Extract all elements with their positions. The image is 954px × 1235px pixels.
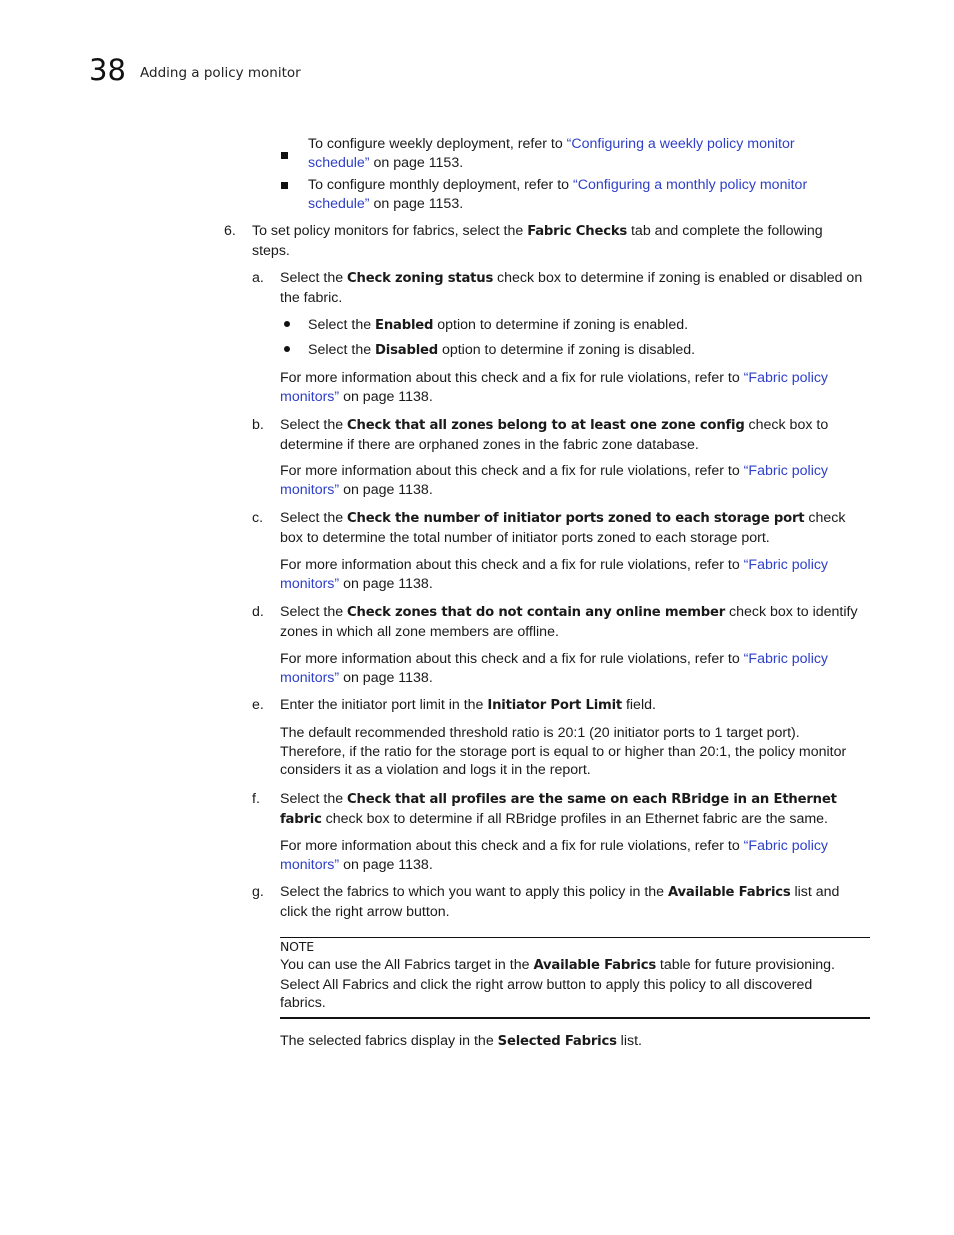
closing-text [280, 1032, 870, 1052]
substep-letter: d. [252, 604, 264, 620]
check-initiator-ports-label: Check the number of initiator ports zoned to each storage port [347, 511, 805, 526]
substep-letter: e. [252, 697, 264, 713]
substep-f-text [280, 790, 870, 829]
substep-text: field. [622, 697, 656, 713]
selected-fabrics-label: Selected Fabrics [497, 1034, 617, 1049]
disabled-option-label: Disabled [375, 343, 439, 358]
check-zones-config-label: Check that all zones belong to at least one zone config [347, 418, 745, 433]
substep-letter: a. [252, 270, 264, 286]
substep-text: check box to determine if all RBridge profiles in an Ethernet fabric are the same. [321, 810, 828, 827]
step-number: 6. [224, 223, 236, 239]
check-rbridge-profiles-label: Check that all profiles are the same on each RBridge in an Ethernet fabric [280, 792, 837, 827]
available-fabrics-label: Available Fabrics [533, 958, 656, 973]
substep-a-text [280, 269, 870, 307]
bullet-text: To configure monthly deployment, refer to [308, 177, 573, 193]
more-info-text: For more information about this check and a fix for rule violations, refer to [280, 370, 744, 386]
more-info-c [280, 556, 870, 593]
more-info-text: on page 1138. [339, 669, 433, 686]
fabric-policy-monitors-link[interactable]: “Fabric policy monitors” [280, 463, 829, 498]
more-info-text: on page 1138. [339, 388, 433, 405]
substep-b-text [280, 416, 870, 454]
initiator-port-limit-label: Initiator Port Limit [487, 698, 623, 713]
substep-text: Select the fabrics to which you want to apply this policy in the [280, 884, 668, 900]
step-6-text [252, 222, 862, 260]
more-info-text: on page 1138. [339, 575, 433, 592]
bullet-text: Select the [308, 342, 376, 358]
substep-text: check box to determine if zoning is enabled or disabled on the fabric. [280, 270, 863, 306]
closing-body-text: list. [616, 1033, 642, 1049]
substep-g-text [280, 883, 870, 921]
bullet-text: on page 1153. [369, 154, 464, 171]
square-bullet-icon [281, 182, 288, 189]
note-body-text: You can use the All Fabrics target in the [280, 957, 534, 973]
fabric-policy-monitors-link[interactable]: “Fabric policy monitors” [280, 557, 829, 592]
note-body-text: table for future provisioning. Select All Fabrics and click the right arrow button to apply this policy to all discovered fabrics. [280, 957, 835, 1012]
dot-bullet-icon [284, 346, 290, 352]
more-info-text: on page 1138. [339, 856, 433, 873]
note-label: NOTE [280, 939, 314, 954]
more-info-text: For more information about this check and a fix for rule violations, refer to [280, 651, 744, 667]
bullet-enabled [308, 316, 868, 336]
substep-letter: c. [252, 510, 264, 526]
closing-body-text: The selected fabrics display in the [280, 1033, 498, 1049]
note-top-rule [280, 937, 870, 938]
more-info-text: on page 1138. [339, 481, 433, 498]
substep-text: Select the [280, 604, 348, 620]
fabric-checks-tab-label: Fabric Checks [527, 224, 628, 239]
monthly-schedule-link[interactable]: “Configuring a monthly policy monitor schedule” [308, 177, 808, 212]
chapter-number: 38 [89, 53, 126, 87]
bullet-text: To configure weekly deployment, refer to [308, 136, 567, 152]
substep-c-text [280, 509, 870, 547]
more-info-text: For more information about this check and a fix for rule violations, refer to [280, 557, 744, 573]
bullet-monthly [308, 176, 848, 213]
substep-text: check box to identify zones in which all zone members are offline. [280, 604, 858, 640]
check-zoning-status-label: Check zoning status [347, 271, 494, 286]
substep-letter: f. [252, 791, 260, 807]
substep-letter: b. [252, 417, 264, 433]
substep-text: list and click the right arrow button. [280, 884, 840, 920]
weekly-schedule-link[interactable]: “Configuring a weekly policy monitor schedule” [308, 136, 795, 171]
substep-text: Select the [280, 417, 348, 433]
dot-bullet-icon [284, 321, 290, 327]
fabric-policy-monitors-link[interactable]: “Fabric policy monitors” [280, 838, 829, 873]
square-bullet-icon [281, 152, 288, 159]
chapter-title: Adding a policy monitor [140, 65, 301, 81]
bullet-disabled [308, 341, 868, 361]
fabric-policy-monitors-link[interactable]: “Fabric policy monitors” [280, 651, 829, 686]
more-info-d [280, 650, 870, 687]
substep-text: Select the [280, 791, 348, 807]
fabric-policy-monitors-link[interactable]: “Fabric policy monitors” [280, 370, 829, 405]
more-info-f [280, 837, 870, 874]
more-info-a [280, 369, 870, 406]
more-info-b [280, 462, 870, 499]
bullet-text: on page 1153. [369, 195, 464, 212]
step-text: tab and complete the following steps. [252, 223, 823, 259]
substep-text: Enter the initiator port limit in the [280, 697, 488, 713]
substep-d-text [280, 603, 870, 641]
bullet-text: Select the [308, 317, 376, 333]
bullet-text: option to determine if zoning is disabled. [438, 342, 696, 358]
check-zones-online-label: Check zones that do not contain any online member [347, 605, 726, 620]
substep-e-text [280, 696, 870, 716]
available-fabrics-label: Available Fabrics [668, 885, 791, 900]
note-text [280, 956, 855, 1013]
substep-letter: g. [252, 884, 264, 900]
note-bottom-rule [280, 1017, 870, 1019]
step-text: To set policy monitors for fabrics, select the [252, 223, 528, 239]
substep-text: check box to determine the total number of initiator ports zoned to each storage port. [280, 510, 846, 546]
bullet-weekly [308, 135, 848, 172]
substep-text: check box to determine if there are orphaned zones in the fabric zone database. [280, 417, 829, 453]
bullet-text: option to determine if zoning is enabled. [433, 317, 689, 333]
threshold-paragraph: The default recommended threshold ratio is 20:1 (20 initiator ports to 1 target port). Therefore, if the ratio for the storage port is equal to or higher than 20:1, the policy monitor considers it as a violation and logs it in the report. [280, 725, 847, 779]
more-info-text: For more information about this check and a fix for rule violations, refer to [280, 463, 744, 479]
enabled-option-label: Enabled [375, 318, 434, 333]
substep-text: Select the [280, 510, 348, 526]
more-info-text: For more information about this check and a fix for rule violations, refer to [280, 838, 744, 854]
substep-text: Select the [280, 270, 348, 286]
